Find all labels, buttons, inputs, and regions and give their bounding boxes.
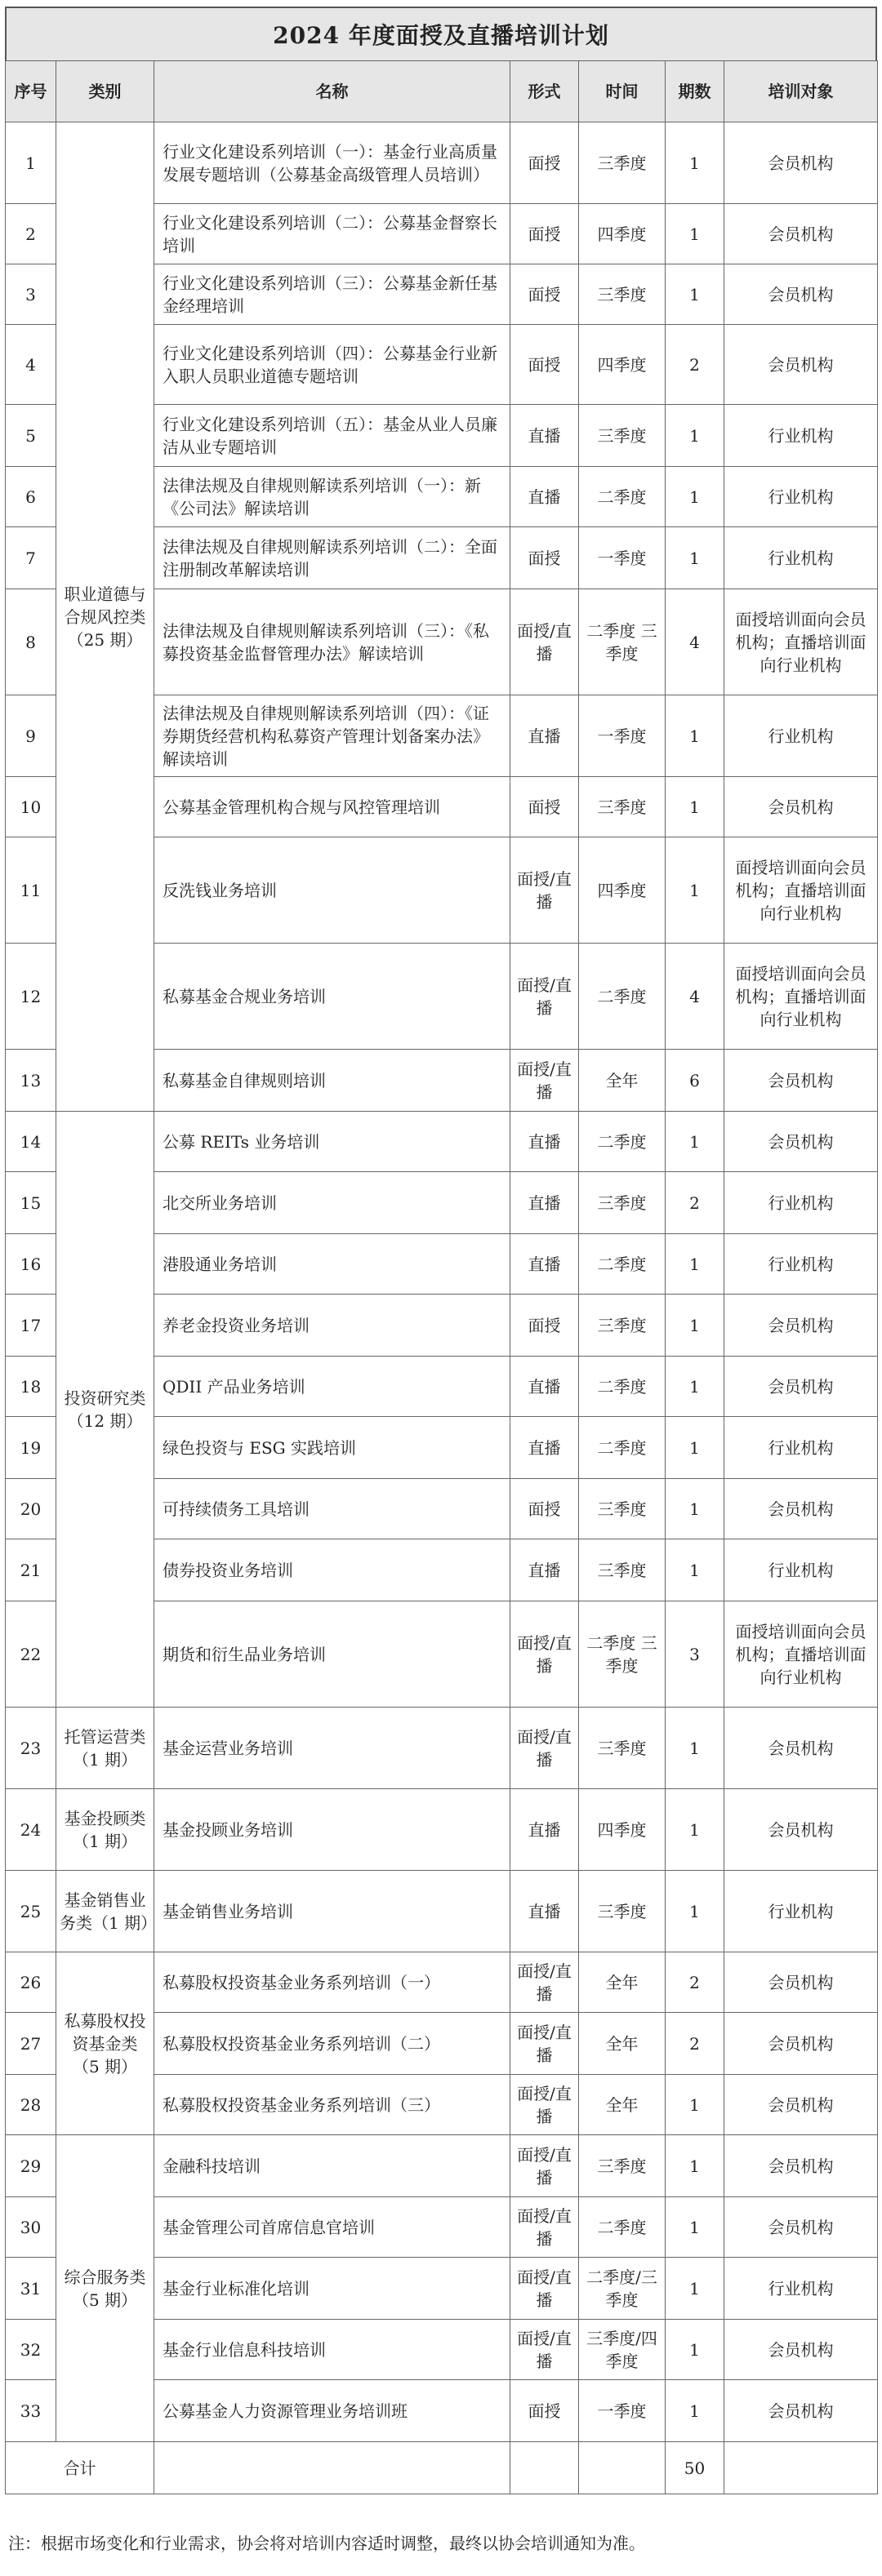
total-empty-target [724,2442,878,2494]
row-count: 1 [666,2075,724,2135]
row-name: 私募股权投资基金业务系列培训（二） [154,2013,510,2075]
total-row [6,2442,878,2494]
row-count: 1 [666,1479,724,1539]
row-target: 会员机构 [724,2320,878,2380]
row-target: 会员机构 [724,2197,878,2258]
row-name: 法律法规及自律规则解读系列培训（四）：《证券期货经营机构私募资产管理计划备案办法》解读培训 [154,695,510,777]
row-number: 4 [6,325,56,405]
row-time: 四季度 [579,1789,666,1871]
row-time: 一季度 [579,695,666,777]
row-target: 行业机构 [724,1871,878,1952]
row-target: 会员机构 [724,264,878,325]
row-target: 会员机构 [724,1708,878,1789]
row-count: 1 [666,2320,724,2380]
row-number: 1 [6,122,56,204]
row-time: 三季度 [579,1295,666,1357]
row-number: 14 [6,1112,56,1172]
row-category: 托管运营类（1 期） [56,1708,154,1789]
row-form: 面授/直播 [510,2075,579,2135]
row-time: 全年 [579,1952,666,2013]
total-empty-time [579,2442,666,2494]
row-number: 11 [6,837,56,944]
row-category: 基金投顾类（1 期） [56,1789,154,1871]
row-form: 直播 [510,1357,579,1417]
row-number: 7 [6,527,56,589]
row-number: 21 [6,1539,56,1601]
row-count: 1 [666,204,724,264]
row-form: 直播 [510,1417,579,1479]
row-number: 32 [6,2320,56,2380]
row-target: 行业机构 [724,1234,878,1295]
header-time: 时间 [579,61,666,122]
row-count: 4 [666,944,724,1050]
row-name: 行业文化建设系列培训（二）：公募基金督察长培训 [154,204,510,264]
row-count: 1 [666,777,724,837]
row-target: 面授培训面向会员机构；直播培训面向行业机构 [724,589,878,695]
header-category: 类别 [56,61,154,122]
row-name: 法律法规及自律规则解读系列培训（一）：新《公司法》解读培训 [154,467,510,527]
row-time: 三季度 [579,1871,666,1952]
row-count: 1 [666,695,724,777]
row-time: 二季度 三季度 [579,1601,666,1708]
table-row [6,1789,878,1871]
row-form: 面授/直播 [510,2135,579,2197]
row-target: 会员机构 [724,122,878,204]
row-count: 1 [666,405,724,467]
table-row [6,1952,878,2013]
row-name: 养老金投资业务培训 [154,1295,510,1357]
header-form: 形式 [510,61,579,122]
row-time: 二季度 三季度 [579,589,666,695]
row-form: 面授/直播 [510,1708,579,1789]
row-number: 22 [6,1601,56,1708]
row-name: 行业文化建设系列培训（四）：公募基金行业新入职人员职业道德专题培训 [154,325,510,405]
row-name: 基金行业信息科技培训 [154,2320,510,2380]
row-name: 私募股权投资基金业务系列培训（三） [154,2075,510,2135]
row-count: 2 [666,1952,724,2013]
row-number: 13 [6,1050,56,1112]
row-name: 公募基金人力资源管理业务培训班 [154,2380,510,2442]
row-number: 9 [6,695,56,777]
row-category: 私募股权投资基金类（5 期） [56,1952,154,2135]
row-count: 2 [666,2013,724,2075]
row-name: 法律法规及自律规则解读系列培训（三）：《私募投资基金监督管理办法》解读培训 [154,589,510,695]
row-name: 基金投顾业务培训 [154,1789,510,1871]
row-form: 面授/直播 [510,837,579,944]
row-name: 基金运营业务培训 [154,1708,510,1789]
row-count: 4 [666,589,724,695]
row-category: 投资研究类（12 期） [56,1112,154,1708]
row-number: 18 [6,1357,56,1417]
row-target: 会员机构 [724,1112,878,1172]
row-target: 会员机构 [724,2075,878,2135]
row-time: 三季度 [579,405,666,467]
row-count: 1 [666,1112,724,1172]
row-name: 基金行业标准化培训 [154,2258,510,2320]
row-time: 二季度/三季度 [579,2258,666,2320]
row-number: 33 [6,2380,56,2442]
row-target: 会员机构 [724,2380,878,2442]
row-number: 29 [6,2135,56,2197]
row-form: 面授 [510,1479,579,1539]
row-name: 港股通业务培训 [154,1234,510,1295]
row-target: 行业机构 [724,2258,878,2320]
row-number: 2 [6,204,56,264]
row-form: 面授 [510,777,579,837]
row-count: 1 [666,837,724,944]
row-form: 面授 [510,2380,579,2442]
row-number: 25 [6,1871,56,1952]
row-name: 基金管理公司首席信息官培训 [154,2197,510,2258]
row-count: 1 [666,2135,724,2197]
row-form: 直播 [510,1234,579,1295]
row-count: 6 [666,1050,724,1112]
table-row [6,2135,878,2197]
row-name: 反洗钱业务培训 [154,837,510,944]
total-empty-name [154,2442,510,2494]
row-target: 行业机构 [724,1417,878,1479]
row-count: 1 [666,2197,724,2258]
page-title: 2024 年度面授及直播培训计划 [5,7,877,60]
row-number: 10 [6,777,56,837]
row-time: 三季度 [579,2135,666,2197]
plan-table [5,60,878,2494]
row-category: 职业道德与合规风控类（25 期） [56,122,154,1112]
row-target: 行业机构 [724,1172,878,1234]
row-target: 面授培训面向会员机构；直播培训面向行业机构 [724,837,878,944]
row-time: 三季度 [579,1539,666,1601]
row-target: 行业机构 [724,695,878,777]
row-number: 20 [6,1479,56,1539]
row-time: 三季度 [579,1479,666,1539]
row-time: 三季度 [579,264,666,325]
row-form: 面授 [510,264,579,325]
row-count: 1 [666,1708,724,1789]
row-time: 二季度 [579,467,666,527]
row-name: 私募基金自律规则培训 [154,1050,510,1112]
table-body [6,122,878,2442]
row-target: 会员机构 [724,1050,878,1112]
row-time: 二季度 [579,944,666,1050]
header-no: 序号 [6,61,56,122]
total-label: 合计 [6,2442,154,2494]
row-name: 私募基金合规业务培训 [154,944,510,1050]
row-name: 债券投资业务培训 [154,1539,510,1601]
row-form: 直播 [510,405,579,467]
row-count: 1 [666,467,724,527]
row-number: 27 [6,2013,56,2075]
row-form: 面授 [510,527,579,589]
row-number: 17 [6,1295,56,1357]
row-form: 面授 [510,204,579,264]
footnote: 注：根据市场变化和行业需求，协会将对培训内容适时调整，最终以协会培训通知为准。 [8,2534,645,2553]
row-count: 3 [666,1601,724,1708]
row-target: 行业机构 [724,527,878,589]
row-time: 全年 [579,2075,666,2135]
row-form: 直播 [510,467,579,527]
row-count: 1 [666,527,724,589]
row-time: 一季度 [579,527,666,589]
row-time: 三季度 [579,1172,666,1234]
row-time: 二季度 [579,2197,666,2258]
row-form: 面授/直播 [510,1050,579,1112]
row-time: 四季度 [579,204,666,264]
row-number: 23 [6,1708,56,1789]
row-time: 四季度 [579,325,666,405]
row-time: 全年 [579,1050,666,1112]
row-name: 行业文化建设系列培训（三）：公募基金新任基金经理培训 [154,264,510,325]
row-target: 会员机构 [724,325,878,405]
header-target: 培训对象 [724,61,878,122]
row-target: 会员机构 [724,1479,878,1539]
row-form: 面授/直播 [510,2013,579,2075]
table-header-row [6,61,878,122]
row-form: 直播 [510,1871,579,1952]
row-number: 24 [6,1789,56,1871]
row-count: 2 [666,1172,724,1234]
row-form: 面授/直播 [510,1601,579,1708]
row-form: 直播 [510,695,579,777]
row-target: 会员机构 [724,2135,878,2197]
row-form: 面授/直播 [510,2258,579,2320]
row-count: 1 [666,2380,724,2442]
row-form: 面授/直播 [510,944,579,1050]
row-number: 28 [6,2075,56,2135]
row-number: 3 [6,264,56,325]
row-target: 会员机构 [724,204,878,264]
row-name: 行业文化建设系列培训（五）：基金从业人员廉洁从业专题培训 [154,405,510,467]
row-target: 会员机构 [724,1789,878,1871]
row-target: 行业机构 [724,405,878,467]
row-form: 面授 [510,325,579,405]
row-category: 基金销售业务类（1 期） [56,1871,154,1952]
table-row [6,1871,878,1952]
row-number: 15 [6,1172,56,1234]
row-name: 基金销售业务培训 [154,1871,510,1952]
row-name: 期货和衍生品业务培训 [154,1601,510,1708]
row-form: 面授 [510,122,579,204]
row-time: 全年 [579,2013,666,2075]
row-time: 二季度 [579,1234,666,1295]
row-count: 1 [666,1234,724,1295]
row-name: 私募股权投资基金业务系列培训（一） [154,1952,510,2013]
total-count: 50 [666,2442,724,2494]
row-count: 1 [666,1871,724,1952]
row-form: 面授/直播 [510,2197,579,2258]
row-target: 会员机构 [724,1357,878,1417]
row-count: 1 [666,1789,724,1871]
row-time: 二季度 [579,1112,666,1172]
row-target: 会员机构 [724,1295,878,1357]
row-name: 法律法规及自律规则解读系列培训（二）：全面注册制改革解读培训 [154,527,510,589]
row-name: 公募 REITs 业务培训 [154,1112,510,1172]
row-form: 直播 [510,1172,579,1234]
table-row [6,1708,878,1789]
row-number: 31 [6,2258,56,2320]
header-name: 名称 [154,61,510,122]
row-number: 5 [6,405,56,467]
total-empty-form [510,2442,579,2494]
row-time: 二季度 [579,1417,666,1479]
row-time: 三季度 [579,122,666,204]
row-number: 8 [6,589,56,695]
row-time: 三季度 [579,1708,666,1789]
row-form: 直播 [510,1789,579,1871]
row-time: 三季度 [579,777,666,837]
row-name: 金融科技培训 [154,2135,510,2197]
row-target: 会员机构 [724,1952,878,2013]
table-row [6,1112,878,1172]
row-count: 1 [666,2258,724,2320]
row-time: 一季度 [579,2380,666,2442]
row-time: 四季度 [579,837,666,944]
row-name: QDII 产品业务培训 [154,1357,510,1417]
row-name: 行业文化建设系列培训（一）：基金行业高质量发展专题培训（公募基金高级管理人员培训） [154,122,510,204]
table-row [6,122,878,204]
row-name: 可持续债务工具培训 [154,1479,510,1539]
row-count: 2 [666,325,724,405]
row-number: 19 [6,1417,56,1479]
row-number: 30 [6,2197,56,2258]
row-target: 行业机构 [724,1539,878,1601]
row-count: 1 [666,1539,724,1601]
row-target: 行业机构 [724,467,878,527]
header-count: 期数 [666,61,724,122]
row-number: 12 [6,944,56,1050]
row-target: 会员机构 [724,2013,878,2075]
row-time: 二季度 [579,1357,666,1417]
row-name: 公募基金管理机构合规与风控管理培训 [154,777,510,837]
row-category: 综合服务类（5 期） [56,2135,154,2442]
row-name: 绿色投资与 ESG 实践培训 [154,1417,510,1479]
row-count: 1 [666,264,724,325]
row-count: 1 [666,1357,724,1417]
row-number: 6 [6,467,56,527]
row-target: 面授培训面向会员机构；直播培训面向行业机构 [724,1601,878,1708]
row-count: 1 [666,1295,724,1357]
row-number: 26 [6,1952,56,2013]
row-target: 会员机构 [724,777,878,837]
row-count: 1 [666,122,724,204]
training-plan [5,7,877,2494]
row-count: 1 [666,1417,724,1479]
row-form: 面授 [510,1295,579,1357]
row-form: 直播 [510,1112,579,1172]
row-form: 面授/直播 [510,589,579,695]
row-form: 面授/直播 [510,2320,579,2380]
row-form: 面授/直播 [510,1952,579,2013]
row-number: 16 [6,1234,56,1295]
row-time: 三季度/四季度 [579,2320,666,2380]
row-form: 直播 [510,1539,579,1601]
row-name: 北交所业务培训 [154,1172,510,1234]
row-target: 面授培训面向会员机构；直播培训面向行业机构 [724,944,878,1050]
